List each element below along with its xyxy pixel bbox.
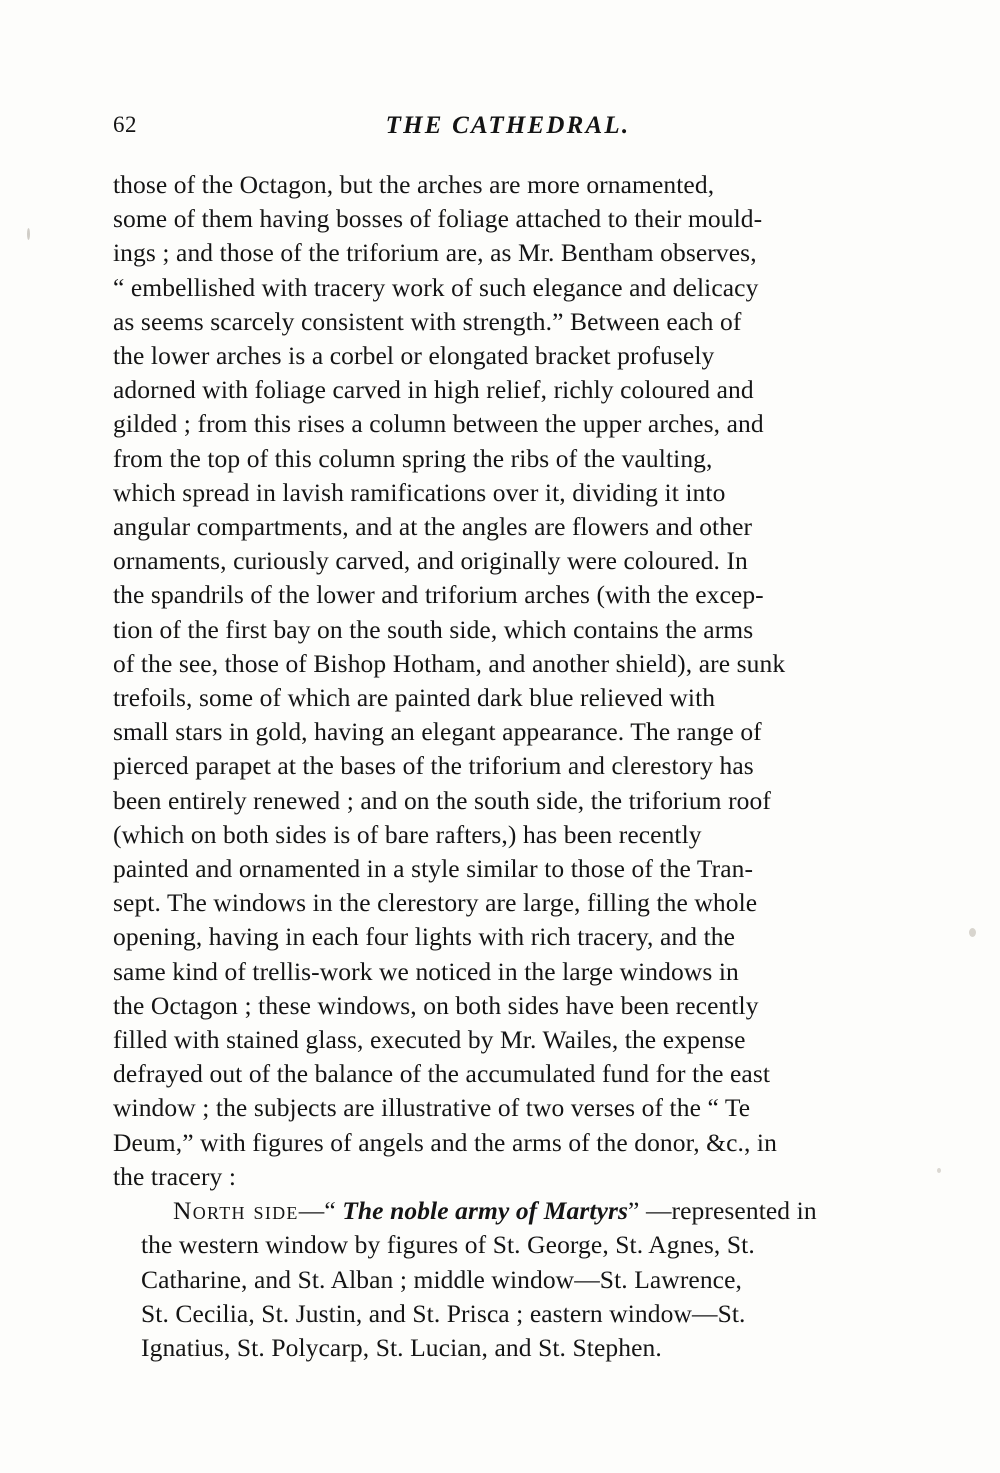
- text-line: of the see, those of Bishop Hotham, and another shield), are sunk: [113, 648, 786, 678]
- text-line: small stars in gold, having an elegant appearance. The range of: [113, 717, 762, 747]
- text-line: defrayed out of the balance of the accumulated fund for the east: [113, 1059, 771, 1089]
- page-header: [113, 112, 873, 142]
- text-line: “ embellished with tracery work of such elegance and delicacy: [113, 272, 759, 302]
- text-line: from the top of this column spring the ribs of the vaulting,: [113, 443, 713, 473]
- text-line: (which on both sides is of bare rafters,) has been recently: [113, 819, 702, 849]
- text-line: painted and ornamented in a style similar to those of the Tran-: [113, 854, 754, 884]
- north-side-label: North side: [173, 1196, 299, 1226]
- text-line: same kind of trellis-work we noticed in the large windows in: [113, 956, 739, 986]
- paper-speck: [937, 1168, 941, 1173]
- text-line: pierced parapet at the bases of the triforium and clerestory has: [113, 751, 754, 781]
- text-line: filled with stained glass, executed by Mr. Wailes, the expense: [113, 1025, 746, 1055]
- text-line: some of them having bosses of foliage attached to their mould-: [113, 204, 763, 234]
- text-line: as seems scarcely consistent with strength.” Between each of: [113, 306, 742, 336]
- text-line: adorned with foliage carved in high relief, richly coloured and: [113, 375, 754, 405]
- north-side-first-line: [113, 1194, 873, 1228]
- paper-speck: [27, 228, 30, 240]
- north-side-quote: The noble army of Martyrs: [342, 1196, 629, 1226]
- text-line: the Octagon ; these windows, on both sides have been recently: [113, 990, 759, 1020]
- text-line: sept. The windows in the clerestory are large, filling the whole: [113, 888, 758, 918]
- text-line: tion of the first bay on the south side, which contains the arms: [113, 614, 754, 644]
- paper-speck: [969, 928, 976, 937]
- text-line: ornaments, curiously carved, and originally were coloured. In: [113, 546, 748, 576]
- text-line: the tracery :: [113, 1161, 237, 1191]
- text-line: opening, having in each four lights with rich tracery, and the: [113, 922, 736, 952]
- north-side-after-quote: ” —represented in: [628, 1196, 817, 1226]
- text-line: been entirely renewed ; and on the south side, the triforium roof: [113, 785, 771, 815]
- text-line: trefoils, some of which are painted dark blue relieved with: [113, 683, 716, 713]
- page-number: 62: [113, 112, 137, 137]
- text-line: Deum,” with figures of angels and the arms of the donor, &c., in: [113, 1127, 777, 1157]
- text-line: those of the Octagon, but the arches are more ornamented,: [113, 170, 715, 199]
- text-line: ings ; and those of the triforium are, as Mr. Bentham observes,: [113, 238, 757, 268]
- text-line: the lower arches is a corbel or elongated bracket profusely: [113, 341, 715, 371]
- text-line: the spandrils of the lower and triforium arches (with the excep-: [113, 580, 764, 610]
- text-line: St. Cecilia, St. Justin, and St. Prisca ; eastern window—St.: [141, 1298, 746, 1328]
- text-line: the western window by figures of St. George, St. Agnes, St.: [141, 1230, 755, 1260]
- text-line: angular compartments, and at the angles are flowers and other: [113, 512, 753, 542]
- running-title: THE CATHEDRAL.: [385, 112, 631, 139]
- text-line: gilded ; from this rises a column between the upper arches, and: [113, 409, 764, 439]
- text-line: Catharine, and St. Alban ; middle window—St. Lawrence,: [141, 1264, 742, 1294]
- body-text: [113, 168, 873, 1365]
- north-side-dash: —“: [298, 1196, 343, 1226]
- text-line: window ; the subjects are illustrative of two verses of the “ Te: [113, 1093, 751, 1123]
- text-line: which spread in lavish ramifications over it, dividing it into: [113, 477, 726, 507]
- text-line: Ignatius, St. Polycarp, St. Lucian, and St. Stephen.: [141, 1332, 662, 1362]
